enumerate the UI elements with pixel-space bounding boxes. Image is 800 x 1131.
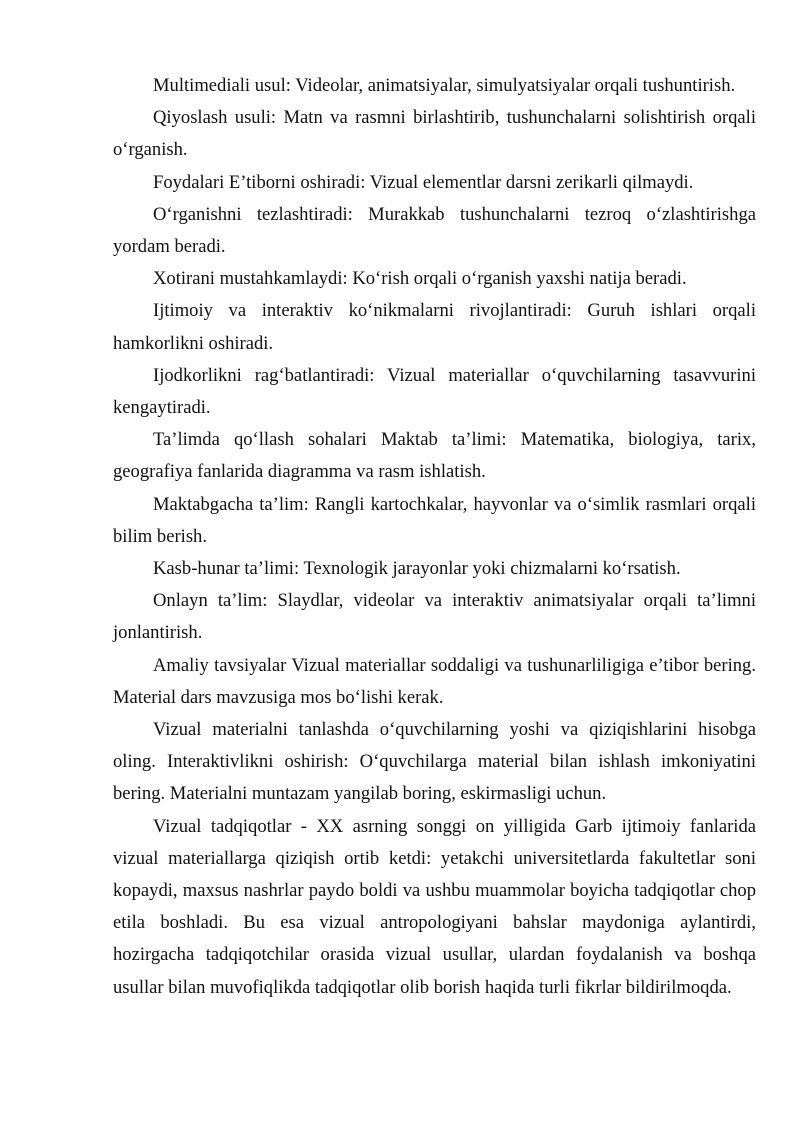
paragraph-comparison-method: Qiyoslash usuli: Matn va rasmni birlashtirib, tushunchalarni solishtirish orqali o‘rganish. [113, 107, 756, 161]
paragraph-social-skills: Ijtimoiy va interaktiv ko‘nikmalarni rivojlantiradi: Guruh ishlari orqali hamkorlikni oshiradi. [113, 300, 756, 354]
paragraph-faster-learning: O‘rganishni tezlashtiradi: Murakkab tushunchalarni tezroq o‘zlashtirishga yordam beradi. [113, 203, 756, 258]
paragraph-school-education: Ta’limda qo‘llash sohalari Maktab ta’limi: Matematika, biologiya, tarix, geografiya fanlarida diagramma va rasm ishlatish. [113, 429, 756, 483]
paragraph-vocational-education: Kasb-hunar ta’limi: Texnologik jarayonlar yoki chizmalarni ko‘rsatish. [153, 558, 681, 580]
paragraph-practical-recommendations: Amaliy tavsiyalar Vizual materiallar soddaligi va tushunarliligiga e’tibor bering. Material dars mavzusiga mos bo‘lishi kerak. [113, 654, 756, 708]
document-page [113, 70, 756, 1004]
paragraph-memory: Xotirani mustahkamlaydi: Ko‘rish orqali o‘rganish yaxshi natija beradi. [153, 268, 687, 290]
paragraph-benefits-attention: Foydalari E’tiborni oshiradi: Vizual elementlar darsni zerikarli qilmaydi. [153, 171, 694, 193]
paragraph-multimedia-method: Multimediali usul: Videolar, animatsiyalar, simulyatsiyalar orqali tushuntirish. [153, 75, 736, 96]
paragraph-visual-research: Vizual tadqiqotlar - XX asrning songgi on yilligida Garb ijtimoiy fanlarida vizual materiallarga qiziqish ortib ketdi: yetakchi universitetlarda fakultetlar soni kopaydi, maxsus nashrlar paydo boldi va ushbu muammolar boyicha tadqiqotlar chop etila boshladi. Bu esa vizual antropologiyani bahslar maydoniga aylantirdi, hozirgacha tadqiqotchilar orasida vizual usullar, ulardan foydalanish va boshqa usullar bilan muvofiqlikda tadqiqotlar olib borish haqida turli fikrlar bildirilmoqda. [113, 815, 756, 998]
paragraph-creativity: Ijodkorlikni rag‘batlantiradi: Vizual materiallar o‘quvchilarning tasavvurini kengaytiradi. [113, 364, 756, 419]
paragraph-material-selection: Vizual materialni tanlashda o‘quvchilarning yoshi va qiziqishlarini hisobga oling. Interaktivlikni oshirish: O‘quvchilarga material bilan ishlash imkoniyatini bering. Materialni muntazam yangilab boring, eskirmasligi uchun. [113, 719, 756, 805]
paragraph-preschool-education: Maktabgacha ta’lim: Rangli kartochkalar, hayvonlar va o‘simlik rasmlari orqali bilim berish. [113, 493, 756, 547]
paragraph-online-education: Onlayn ta’lim: Slaydlar, videolar va interaktiv animatsiyalar orqali ta’limni jonlantirish. [113, 590, 756, 644]
